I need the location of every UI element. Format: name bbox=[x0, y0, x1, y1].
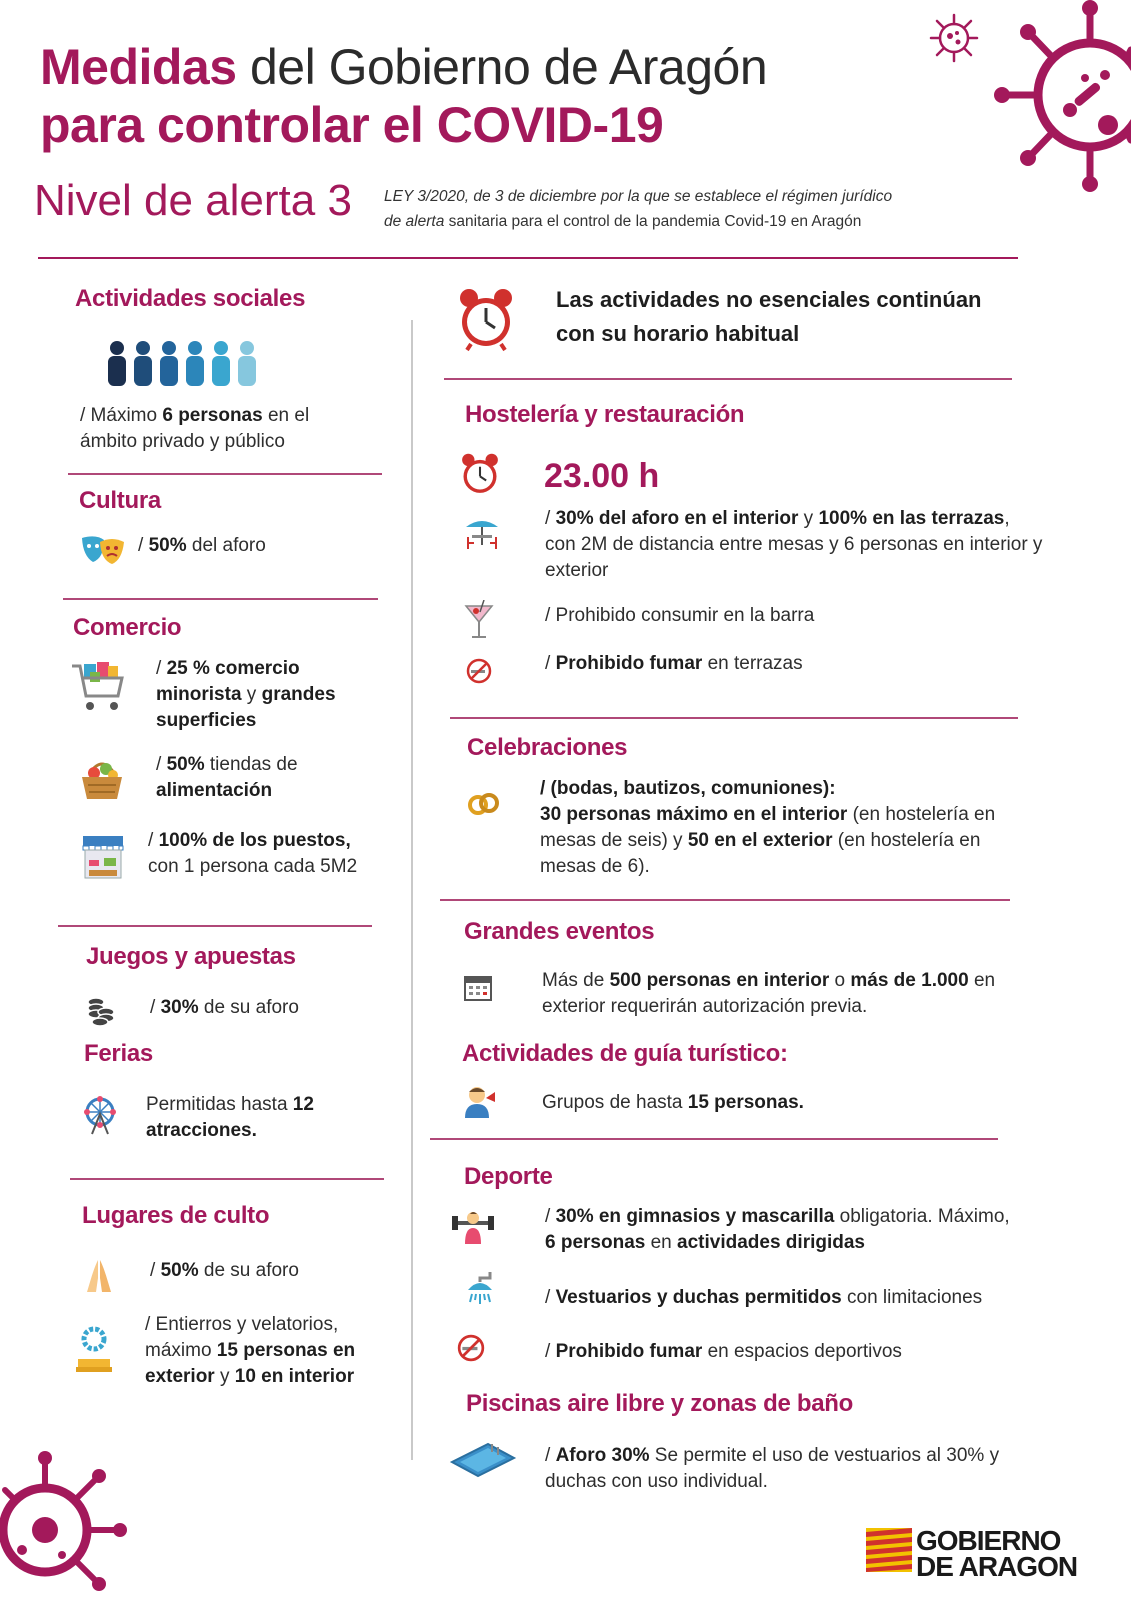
no-smoking-icon bbox=[466, 658, 492, 684]
social-t1: / Máximo bbox=[80, 405, 163, 426]
eventos-t2: o bbox=[829, 970, 851, 991]
hosteleria-i1-t2: y bbox=[798, 508, 819, 529]
eventos-text bbox=[542, 968, 1032, 1020]
shopping-cart-icon bbox=[70, 660, 126, 716]
column-divider bbox=[411, 320, 413, 1460]
culto-i2-t1: / Entierros y velatorios, máximo bbox=[145, 1314, 339, 1361]
nonessential-text: Las actividades no esenciales continúan con su horario habitual bbox=[556, 287, 982, 346]
comercio-i3-t1: / bbox=[148, 830, 159, 851]
cultura-b1: 50% bbox=[148, 535, 187, 556]
hosteleria-item-2: / Prohibido consumir en la barra bbox=[545, 605, 815, 626]
culto-i2-b2: 10 en interior bbox=[234, 1366, 355, 1387]
comercio-i2-b2: alimentación bbox=[156, 780, 273, 801]
celebraciones-text bbox=[540, 776, 1010, 880]
deporte-i2-t2: con limitaciones bbox=[841, 1287, 983, 1308]
deporte-i1-b3: actividades dirigidas bbox=[677, 1232, 865, 1253]
calendar-icon bbox=[463, 972, 493, 1002]
alarm-clock-icon bbox=[460, 453, 500, 497]
alert-level: Nivel de alerta 3 bbox=[34, 176, 352, 225]
divider bbox=[450, 717, 1018, 719]
wedding-rings-icon bbox=[466, 792, 502, 816]
comercio-i1-t2: y bbox=[241, 684, 262, 705]
culto-i2-t2: y bbox=[214, 1366, 235, 1387]
market-stall-icon bbox=[80, 832, 126, 880]
divider bbox=[444, 378, 1012, 380]
casino-chips-icon bbox=[86, 994, 116, 1026]
deporte-i3-t1: / bbox=[545, 1341, 556, 1362]
header-rule bbox=[38, 257, 1018, 259]
deporte-i2-b1: Vestuarios y duchas permitidos bbox=[555, 1287, 842, 1308]
guia-text bbox=[542, 1090, 804, 1116]
deporte-i3-b1: Prohibido fumar bbox=[555, 1341, 703, 1362]
divider bbox=[63, 598, 378, 600]
cultura-t1: / bbox=[138, 535, 149, 556]
culto-i1-t2: de su aforo bbox=[198, 1260, 299, 1281]
ferias-b1: 12 atracciones. bbox=[146, 1094, 314, 1141]
comercio-i2-b1: 50% bbox=[166, 754, 205, 775]
piscinas-b1: Aforo 30% bbox=[555, 1445, 650, 1466]
comercio-i1-t1: / bbox=[156, 658, 167, 679]
comercio-i2-t1: / bbox=[156, 754, 167, 775]
gym-dumbbell-icon bbox=[450, 1208, 496, 1246]
divider bbox=[430, 1138, 998, 1140]
section-title-juegos: Juegos y apuestas bbox=[86, 943, 296, 970]
closing-hour: 23.00 h bbox=[544, 457, 660, 495]
section-title-deporte: Deporte bbox=[464, 1163, 553, 1190]
tour-guide-icon bbox=[462, 1084, 496, 1118]
eventos-t3: en exterior requerirán autorización previa. bbox=[542, 970, 996, 1017]
logo-text bbox=[916, 1525, 1078, 1582]
divider bbox=[68, 473, 382, 475]
deporte-i1-b2: 6 personas bbox=[545, 1232, 646, 1253]
law-reference bbox=[384, 184, 892, 234]
hosteleria-item-1 bbox=[545, 506, 1045, 584]
logo-line-2: DE ARAGON bbox=[916, 1551, 1078, 1582]
section-title-celebraciones: Celebraciones bbox=[467, 734, 628, 761]
title-bold: Medidas bbox=[40, 39, 237, 95]
section-title-ferias: Ferias bbox=[84, 1040, 153, 1067]
guia-t1: Grupos de hasta bbox=[542, 1092, 688, 1113]
section-title-cultura: Cultura bbox=[79, 487, 161, 514]
hosteleria-i1-b1: 30% del aforo en el interior bbox=[555, 508, 799, 529]
celebraciones-b3: 50 en el exterior bbox=[687, 830, 833, 851]
hosteleria-i1-b2: 100% en las terrazas bbox=[818, 508, 1005, 529]
comercio-i1-b1: 25 % comercio minorista bbox=[156, 658, 300, 705]
theater-masks-icon bbox=[80, 534, 126, 566]
comercio-i3-t2: con 1 persona cada 5M2 bbox=[148, 856, 358, 877]
guia-b1: 15 personas. bbox=[687, 1092, 804, 1113]
deporte-item-3 bbox=[545, 1339, 902, 1365]
eventos-t1: Más de bbox=[542, 970, 610, 991]
law-italic-2: de alerta bbox=[384, 213, 445, 230]
section-title-piscinas: Piscinas aire libre y zonas de baño bbox=[466, 1390, 853, 1417]
divider bbox=[440, 899, 1010, 901]
shower-icon bbox=[460, 1270, 498, 1310]
celebraciones-t2: (en hostelería en mesas de 6). bbox=[540, 830, 981, 877]
aragon-flag-logo bbox=[866, 1528, 912, 1572]
alarm-clock-icon bbox=[457, 288, 515, 352]
juegos-t2: de su aforo bbox=[198, 997, 299, 1018]
section-title-culto: Lugares de culto bbox=[82, 1202, 270, 1229]
hosteleria-i1-t3: , con 2M de distancia entre mesas y 6 personas en interior y exterior bbox=[545, 508, 1043, 581]
celebraciones-t1: (en hostelería en mesas de seis) y bbox=[540, 804, 996, 851]
comercio-item-3 bbox=[148, 828, 378, 880]
culto-i1-t1: / bbox=[150, 1260, 161, 1281]
culto-i2-b1: 15 personas en exterior bbox=[145, 1340, 356, 1387]
piscinas-t2: Se permite el uso de vestuarios al 30% y duchas con uso individual. bbox=[545, 1445, 1000, 1492]
section-title-comercio: Comercio bbox=[73, 614, 182, 641]
eventos-b1: 500 personas en interior bbox=[609, 970, 830, 991]
deporte-i3-t2: en espacios deportivos bbox=[702, 1341, 902, 1362]
cultura-t2: del aforo bbox=[186, 535, 266, 556]
celebraciones-b2: 30 personas máximo en el interior bbox=[540, 804, 848, 825]
deporte-i1-t3: en bbox=[645, 1232, 678, 1253]
page-title bbox=[40, 38, 767, 96]
deporte-i1-t1: / bbox=[545, 1206, 556, 1227]
juegos-t1: / bbox=[150, 997, 161, 1018]
culto-i1-b1: 50% bbox=[160, 1260, 199, 1281]
comercio-i3-b1: 100% de los puestos, bbox=[158, 830, 351, 851]
social-t2: en el ámbito privado y público bbox=[80, 405, 310, 452]
law-rest: sanitaria para el control de la pandemia Covid-19 en Aragón bbox=[444, 213, 862, 230]
juegos-text bbox=[150, 995, 299, 1021]
funeral-wreath-icon bbox=[74, 1325, 114, 1375]
ferris-wheel-icon bbox=[82, 1096, 118, 1136]
terrace-table-icon bbox=[464, 515, 500, 551]
deporte-i1-b1: 30% en gimnasios y mascarilla bbox=[555, 1206, 835, 1227]
praying-hands-icon bbox=[84, 1258, 114, 1294]
piscinas-text bbox=[545, 1443, 1045, 1495]
section-title-hosteleria: Hostelería y restauración bbox=[465, 401, 745, 428]
cocktail-glass-icon bbox=[464, 600, 494, 640]
swimming-pool-icon bbox=[448, 1440, 518, 1480]
comercio-item-2 bbox=[156, 752, 356, 804]
deporte-i1-t2: obligatoria. Máximo, bbox=[834, 1206, 1010, 1227]
section-title-guia: Actividades de guía turístico: bbox=[462, 1040, 788, 1067]
eventos-b2: más de 1.000 bbox=[850, 970, 969, 991]
logo-line-1: GOBIERNO bbox=[916, 1525, 1061, 1556]
hosteleria-i1-t1: / bbox=[545, 508, 556, 529]
divider bbox=[58, 925, 372, 927]
divider bbox=[70, 1178, 384, 1180]
section-title-social: Actividades sociales bbox=[75, 285, 306, 312]
hosteleria-i3-t2: en terrazas bbox=[702, 653, 803, 674]
deporte-i2-t1: / bbox=[545, 1287, 556, 1308]
social-b1: 6 personas bbox=[162, 405, 263, 426]
juegos-b1: 30% bbox=[160, 997, 199, 1018]
comercio-i2-t2: tiendas de bbox=[204, 754, 298, 775]
hosteleria-i3-b1: Prohibido fumar bbox=[555, 653, 703, 674]
culto-item-1 bbox=[150, 1258, 299, 1284]
no-smoking-icon bbox=[457, 1334, 485, 1362]
law-italic-1: LEY 3/2020, de 3 de diciembre por la que se establece el régimen jurídico bbox=[384, 188, 893, 205]
hosteleria-i3-t1: / bbox=[545, 653, 556, 674]
hosteleria-item-3 bbox=[545, 651, 803, 677]
social-text bbox=[80, 403, 360, 455]
people-icon bbox=[106, 340, 271, 388]
page-title-line2: para controlar el COVID-19 bbox=[40, 97, 664, 153]
deporte-item-1 bbox=[545, 1204, 1015, 1256]
culto-item-2 bbox=[145, 1312, 385, 1390]
title-rest: del Gobierno de Aragón bbox=[236, 39, 768, 95]
ferias-t1: Permitidas hasta bbox=[146, 1094, 293, 1115]
deporte-item-2 bbox=[545, 1285, 982, 1311]
virus-icon bbox=[0, 1450, 135, 1600]
comercio-i1-b2: grandes superficies bbox=[156, 684, 336, 731]
piscinas-t1: / bbox=[545, 1445, 556, 1466]
small-virus-icon bbox=[928, 12, 980, 64]
section-title-eventos: Grandes eventos bbox=[464, 918, 655, 945]
comercio-item-1 bbox=[156, 656, 356, 734]
food-basket-icon bbox=[80, 755, 124, 801]
virus-icon bbox=[990, 0, 1131, 200]
celebraciones-b1: / (bodas, bautizos, comuniones): bbox=[540, 778, 836, 799]
cultura-text bbox=[138, 533, 266, 559]
ferias-text bbox=[146, 1092, 346, 1144]
